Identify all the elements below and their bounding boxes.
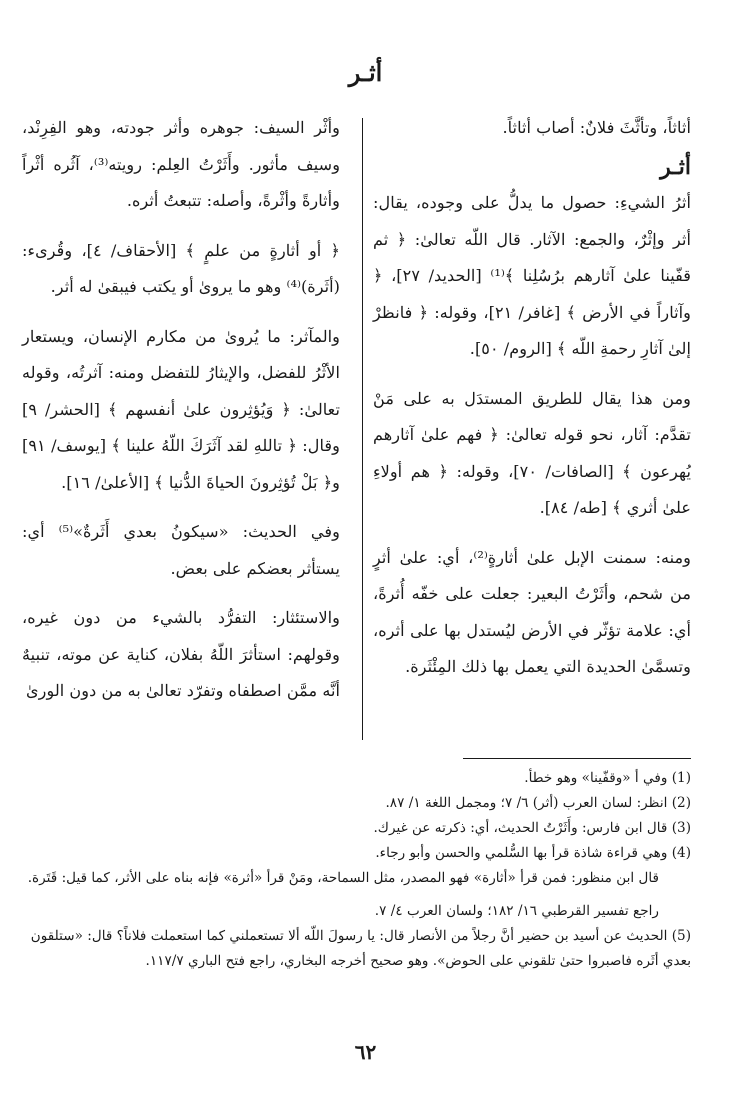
continuation-paragraph: أثاثاً، وتأثَّثَ فلانٌ: أصاب أثاثاً. — [502, 118, 691, 137]
path-meaning-paragraph: ومن هذا يقال للطريق المستدَل به على مَنْ تقدَّم: آثار، نحو قوله تعالىٰ: ﴿ فهم علىٰ آثارهم يُهرعون ﴾ [الصافات/ ٧٠]، وقوله: ﴿ هم أولاءِ علىٰ أثري ﴾ [طه/ ٨٤]. — [373, 388, 691, 517]
page-number: ٦٢ — [354, 1040, 377, 1064]
definition-paragraph: أثرُ الشيءِ: حصول ما يدلُّ على وجوده، يقال: أثر وإثْرٌ، والجمع: الآثار. قال اللّه تعالىٰ: ﴿ ثم قفّينا علىٰ آثارهم برُسُلِنا ﴾⁽¹⁾ [الحديد/ ٢٧]، ﴿ وآثاراً في الأرض ﴾ [غافر/ ٢١]، وقوله: ﴿ فانظرْ إلىٰ آثارِ رحمةِ اللّه ﴾ [الروم/ ٥٠]. — [373, 193, 692, 358]
istithar-paragraph: والاستئثار: التفرُّد بالشيء من دون غيره، وقولهم: استأثرَ اللّهُ بفلان، كناية عن موته، تنبيهٌ أنَّه ممَّن اصطفاه وتفرّد تعالىٰ به من دون الورىٰ — [22, 608, 340, 700]
hadith-paragraph: وفي الحديث: «سيكونُ بعدي أَثَرةٌ»⁽⁵⁾ أي: يستأثر بعضكم على بعض. — [22, 522, 340, 578]
footnote-4-reference: راجع تفسير القرطبي ١٦/ ١٨٢؛ ولسان العرب ٤/ ٧. — [374, 903, 659, 919]
column-divider — [362, 118, 363, 740]
page-header-title: أثـر — [348, 58, 383, 87]
footnote-1: (1) وفي أ «وقفّينا» وهو خطأ. — [524, 770, 691, 786]
maathir-paragraph: والمآثر: ما يُروىٰ من مكارم الإنسان، ويستعار الأثْرُ للفضل، والإيثارُ للتفضل ومنه: آثرتُه، وقوله تعالىٰ: ﴿ وَيُؤثِرون علىٰ أنفسهم ﴾ [الحشر/ ٩] وقال: ﴿ تاللهِ لقد آثَرَكَ اللّهُ علينا ﴾ [يوسف/ ٩١] و﴿ بَلْ تُؤثِرونَ الحياةَ الدُّنيا ﴾ [الأعلىٰ/ ١٦]. — [22, 326, 340, 492]
right-column — [373, 110, 691, 699]
entry-heading: أثـر — [660, 153, 691, 180]
footnote-3: (3) قال ابن فارس: وأَثَرْتُ الحديث، أي: ذكرته عن غيرك. — [373, 820, 691, 836]
footnote-4: (4) وهي قراءة شاذة قرأ بها السُّلمي والحسن وأبو رجاء. — [375, 845, 691, 861]
footnote-2: (2) انظر: لسان العرب (أثر) ٦/ ٧؛ ومجمل اللغة ١/ ٨٧. — [385, 795, 691, 811]
left-column — [22, 110, 340, 723]
footnote-rule — [463, 758, 691, 759]
footnotes — [23, 766, 691, 974]
sword-paragraph: وأثْر السيف: جوهره وأثر جودته، وهو الفِرِنْد، وسيف مأثور. وأَثَرْتُ العِلم: رويته⁽³⁾، آثُره أثْراً وأثارةً وأثْرةً، وأصله: تتبعتُ أثره. — [22, 118, 341, 210]
footnote-4-note: قال ابن منظور: فمن قرأ «أثارة» فهو المصدر، مثل السماحة، ومَنْ قرأ «أثرة» فإنه بناه على الأثر، كما قيل: قَتَرة. — [27, 870, 659, 886]
verse-paragraph: ﴿ أو أثارةٍ من علمٍ ﴾ [الأحقاف/ ٤]، وقُرىء: (أثَرة)⁽⁴⁾ وهو ما يروىٰ أو يكتب فيبقىٰ له أثر. — [22, 240, 340, 296]
camel-meaning-paragraph: ومنه: سمنت الإبل علىٰ أثارةٍ⁽²⁾، أي: علىٰ أثرٍ من شحم، وأثَرْتُ البعير: جعلت على خفّه أُثرةً، أي: علامة تؤثّر في الأرض ليُستدل بها على أثره، وتسمَّىٰ الحديدة التي يعمل بها ذلك المِئْثَرة. — [373, 547, 691, 676]
footnote-5: (5) الحديث عن أسيد بن حضير أنَّ رجلاً من الأنصار قال: يا رسولَ اللّه ألا تستعملني كما استعملت فلاناً؟ قال: «ستلقون بعدي أثَره فاصبروا حتىٰ تلقوني على الحوض». وهو صحيح أخرجه البخاري، راجع فتح الباري ١١٧/٧. — [30, 928, 691, 969]
